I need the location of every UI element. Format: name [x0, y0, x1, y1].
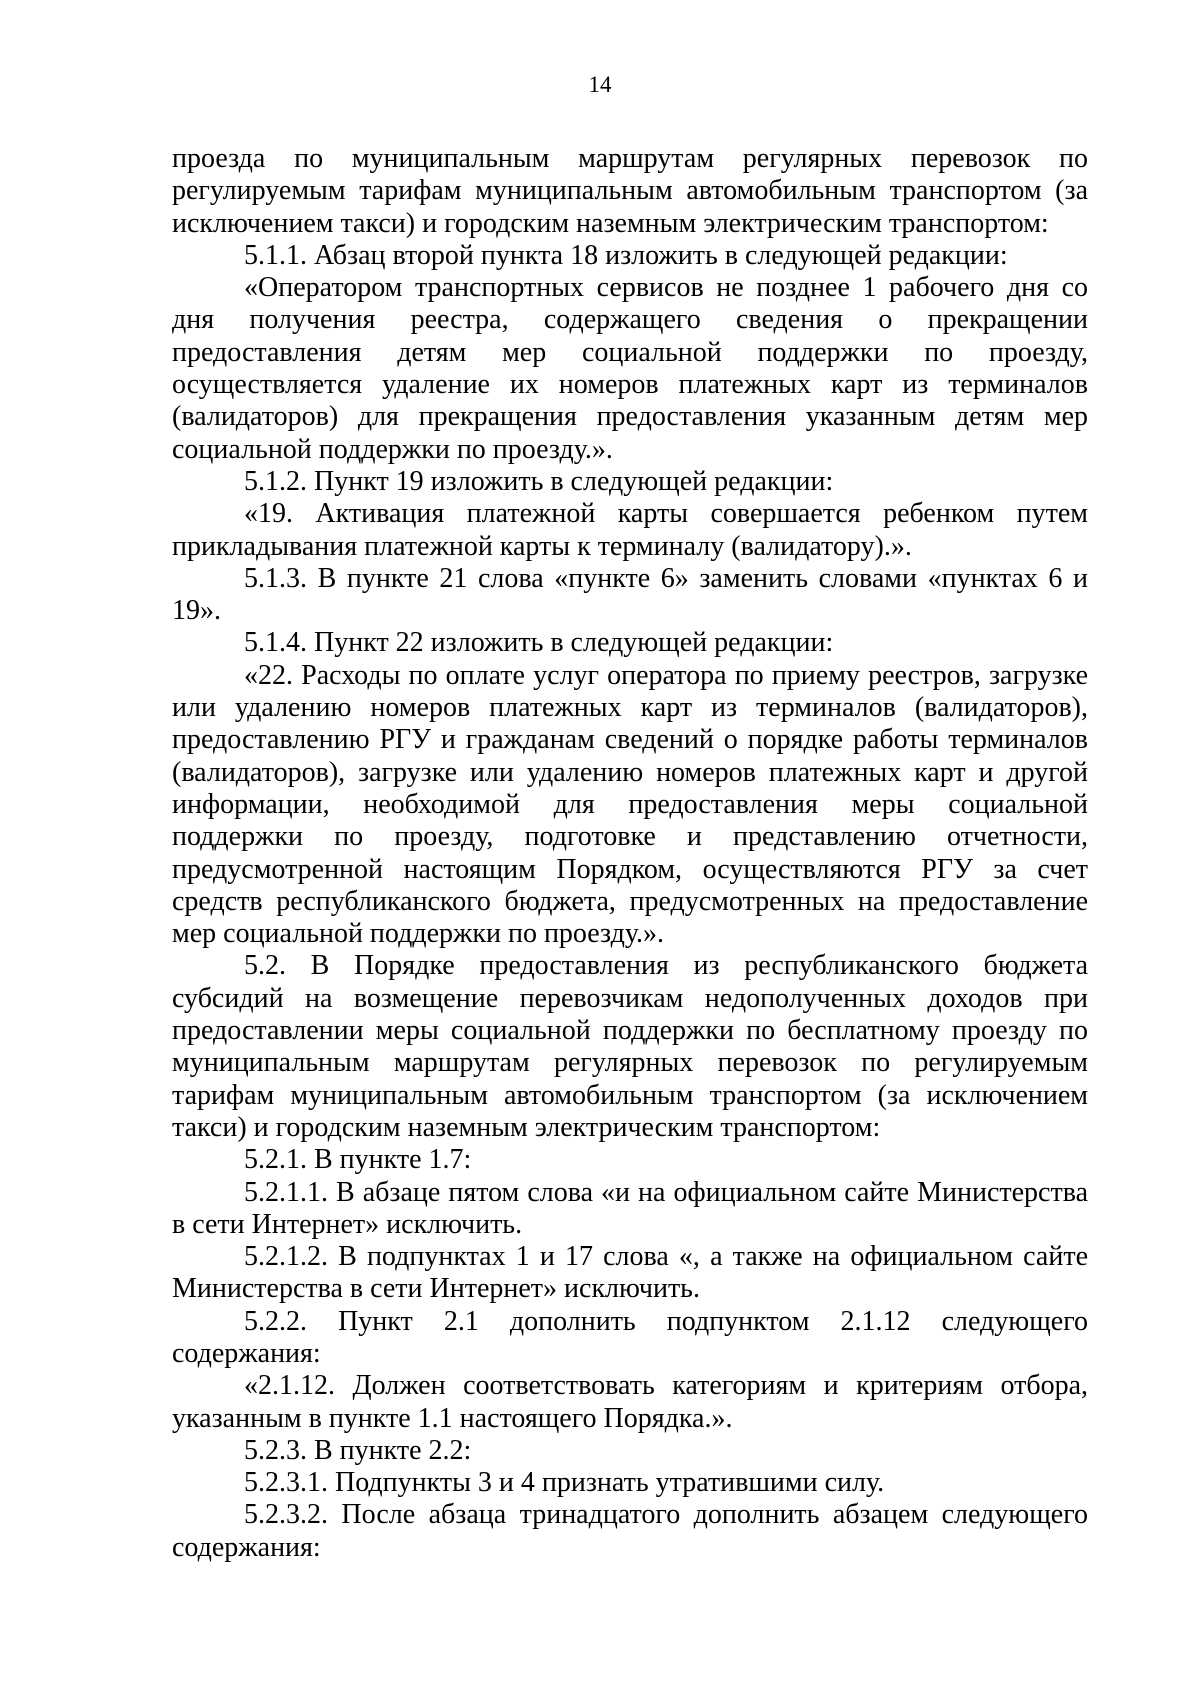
paragraph-5-1-4: 5.1.4. Пункт 22 изложить в следующей редакции:: [244, 627, 834, 659]
document-body: [172, 143, 1088, 1564]
paragraph-quote-2-1-12: «2.1.12. Должен соответствовать категориям и критериям отбора, указанным в пункте 1.1 настоящего Порядка.».: [172, 1370, 1088, 1434]
paragraph-5-2-3-2: 5.2.3.2. После абзаца тринадцатого дополнить абзацем следующего содержания:: [172, 1499, 1088, 1563]
paragraph-quote-19: «19. Активация платежной карты совершается ребенком путем прикладывания платежной карты к терминалу (валидатору).».: [172, 498, 1088, 562]
paragraph-5-2-2: 5.2.2. Пункт 2.1 дополнить подпунктом 2.1.12 следующего содержания:: [172, 1305, 1088, 1369]
paragraph-5-2-3-1: 5.2.3.1. Подпункты 3 и 4 признать утратившими силу.: [244, 1467, 885, 1499]
page-number: 14: [588, 72, 612, 97]
paragraph-continuation: проезда по муниципальным маршрутам регулярных перевозок по регулируемым тарифам муниципальным автомобильным транспортом (за исключением такси) и городским наземным электрическим транспортом:: [172, 143, 1088, 239]
paragraph-5-1-1: 5.1.1. Абзац второй пункта 18 изложить в следующей редакции:: [244, 239, 1008, 271]
paragraph-5-2: 5.2. В Порядке предоставления из республиканского бюджета субсидий на возмещение перевозчикам недополученных доходов при предоставлении меры социальной поддержки по бесплатному проезду по муниципальным маршрутам регулярных перевозок по регулируемым тарифам муниципальным автомобильным транспортом (за исключением такси) и городским наземным электрическим транспортом:: [172, 950, 1088, 1143]
paragraph-5-2-1-1: 5.2.1.1. В абзаце пятом слова «и на официальном сайте Министерства в сети Интернет» исключить.: [172, 1176, 1088, 1240]
paragraph-5-1-3: 5.1.3. В пункте 21 слова «пункте 6» заменить словами «пунктах 6 и 19».: [172, 562, 1088, 627]
paragraph-5-2-1-2: 5.2.1.2. В подпунктах 1 и 17 слова «, а также на официальном сайте Министерства в сети Интернет» исключить.: [172, 1241, 1088, 1305]
paragraph-5-2-1: 5.2.1. В пункте 1.7:: [244, 1144, 472, 1176]
paragraph-5-1-2: 5.1.2. Пункт 19 изложить в следующей редакции:: [244, 465, 834, 497]
paragraph-quote-operator: «Оператором транспортных сервисов не позднее 1 рабочего дня со дня получения реестра, содержащего сведения о прекращении предоставления детям мер социальной поддержки по проезду, осуществляется удаление их номеров платежных карт из терминалов (валидаторов) для прекращения предоставления указанным детям мер социальной поддержки по проезду.».: [172, 272, 1088, 465]
paragraph-5-2-3: 5.2.3. В пункте 2.2:: [244, 1434, 472, 1466]
paragraph-quote-22: «22. Расходы по оплате услуг оператора по приему реестров, загрузке или удалению номеров платежных карт из терминалов (валидаторов), предоставлению РГУ и гражданам сведений о порядке работы терминалов (валидаторов), загрузке или удалению номеров платежных карт и другой информации, необходимой для предоставления меры социальной поддержки по проезду, подготовке и представлению отчетности, предусмотренной настоящим Порядком, осуществляются РГУ за счет средств республиканского бюджета, предусмотренных на предоставление мер социальной поддержки по проезду.».: [172, 659, 1088, 950]
